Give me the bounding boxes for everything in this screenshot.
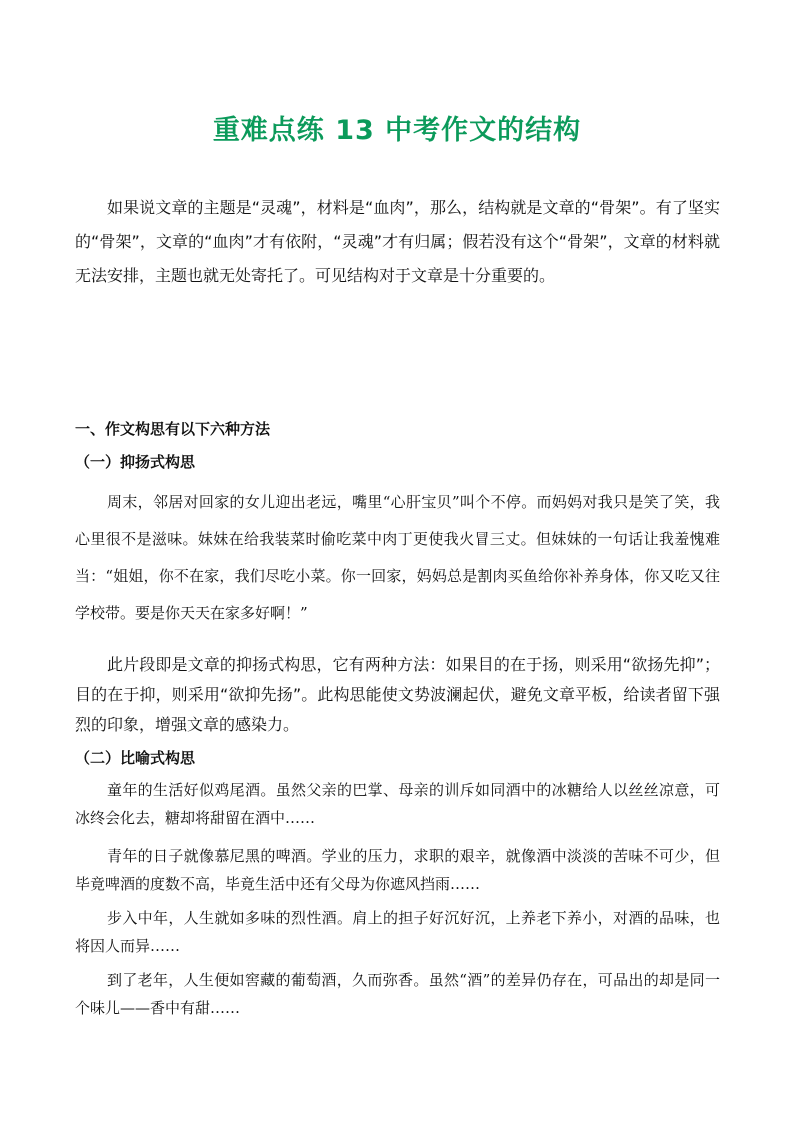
simile-paragraph-youth: 青年的日子就像慕尼黑的啤酒。学业的压力，求职的艰辛，就像酒中淡淡的苦味不可少，但毕竟啤酒的度数不高，毕竟生活中还有父母为你遮风挡雨……: [75, 847, 720, 893]
simile-paragraph-old-age: 到了老年，人生便如窖藏的葡萄酒，久而弥香。虽然“酒”的差异仍存在，可品出的却是同一个味儿——香中有甜……: [75, 971, 720, 1017]
simile-paragraph-childhood: 童年的生活好似鸡尾酒。虽然父亲的巴掌、母亲的训斥如同酒中的冰糖给人以丝丝凉意，可冰终会化去，糖却将甜留在酒中……: [75, 781, 720, 827]
page-title: 重难点练 13 中考作文的结构: [212, 115, 582, 146]
intro-paragraph: 如果说文章的主题是“灵魂”，材料是“血肉”，那么，结构就是文章的“骨架”。有了坚实的“骨架”，文章的“血肉”才有依附，“灵魂”才有归属；假若没有这个“骨架”，文章的材料就无法安排，主题也就无处寄托了。可见结构对于文章是十分重要的。: [75, 198, 720, 285]
sub-heading-yiyang: （一）抑扬式构思: [75, 453, 196, 471]
section-heading-methods: 一、作文构思有以下六种方法: [75, 420, 271, 438]
explanation-paragraph-yiyang: 此片段即是文章的抑扬式构思，它有两种方法：如果目的在于扬，则采用“欲扬先抑”；目的在于抑，则采用“欲抑先扬”。此构思能使文势波澜起伏，避免文章平板，给读者留下强烈的印象，增强文章的感染力。: [75, 655, 720, 734]
simile-paragraph-middle-age: 步入中年，人生就如多味的烈性酒。肩上的担子好沉好沉，上养老下养小，对酒的品味，也将因人而异……: [75, 909, 720, 955]
sub-heading-biyu: （二）比喻式构思: [75, 749, 196, 767]
example-paragraph-yiyang: 周末，邻居对回家的女儿迎出老远，嘴里“心肝宝贝”叫个不停。而妈妈对我只是笑了笑，我心里很不是滋味。妹妹在给我装菜时偷吃菜中肉丁更使我火冒三丈。但妹妹的一句话让我羞愧难当：“姐姐，你不在家，我们尽吃小菜。你一回家，妈妈总是割肉买鱼给你补养身体，你又吃又往学校带。要是你天天在家多好啊！”: [75, 493, 720, 622]
